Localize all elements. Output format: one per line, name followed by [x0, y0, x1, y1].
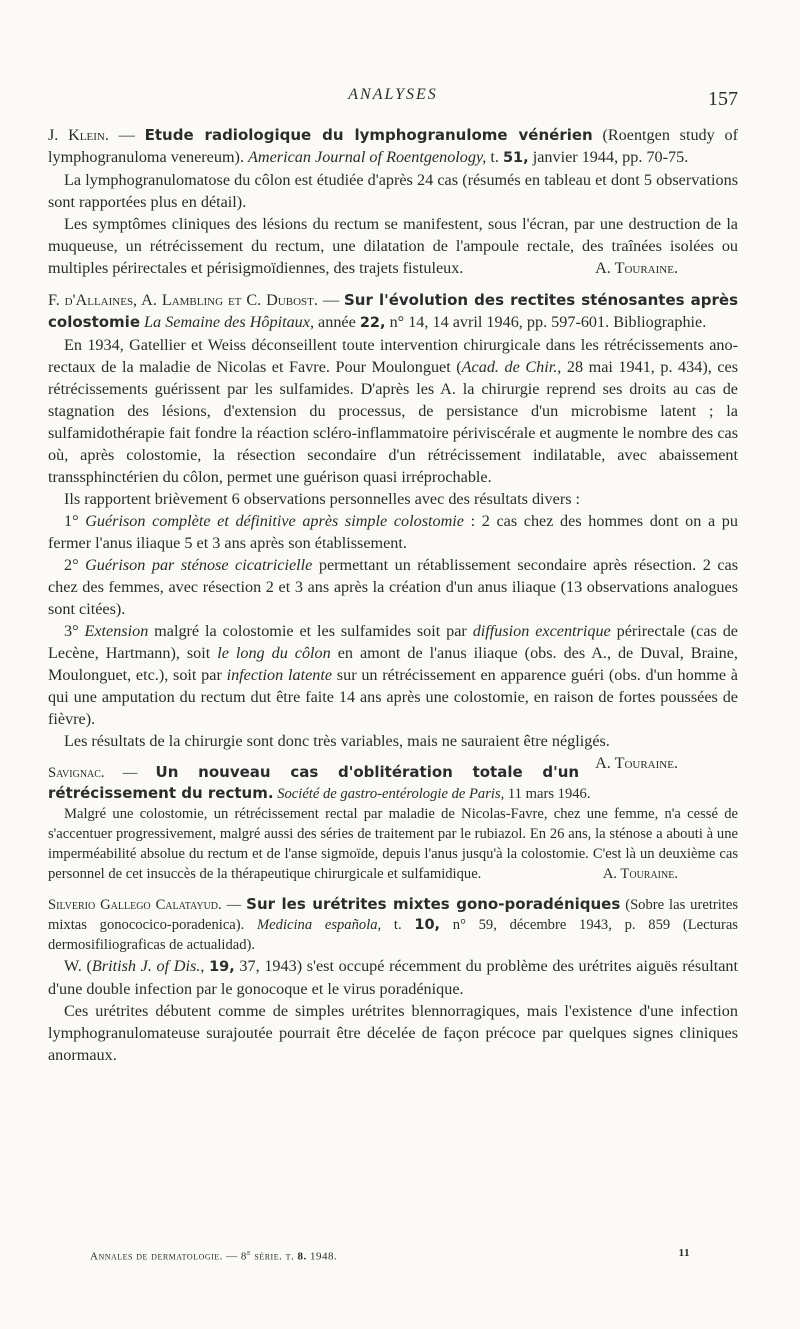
paragraph: La lymphogranulomatose du côlon est étudiée d'après 24 cas (résumés en tableau et dont 5 observations sont rapportées plus en détail). — [48, 171, 738, 211]
paragraph: Ces urétrites débutent comme de simples urétrites blennorragiques, mais l'existence d'une infection lymphogranulomateuse surajoutée pourrait être décelée de façon précoce par quelques signes cliniques anormaux. — [48, 1002, 738, 1064]
paragraph: Les symptômes cliniques des lésions du rectum se manifestent, sous l'écran, par une destruction de la muqueuse, un rétrécissement du rectum, une dilatation de l'ampoule rectale, des traînées isolées ou multiples périrectales et périsigmoïdiennes, des trajets fistuleux. A. Touraine. — [48, 215, 738, 277]
paragraph: Ils rapportent brièvement 6 observations personnelles avec des résultats divers : — [64, 490, 581, 508]
page-number: 157 — [708, 88, 738, 110]
article-reference: (Sobre las uretrites mixtas gonococico-poradenica). — [48, 897, 738, 933]
article-author: J. Klein. — [48, 126, 109, 144]
article-title: Un nouveau cas d'oblitération totale d'un rétrécissement du rectum. — [48, 763, 580, 802]
signature: A. Touraine. — [602, 866, 678, 882]
journal-name: La Semaine des Hôpitaux, — [144, 313, 314, 331]
article-heading: Savignac. — Un nouveau cas d'oblitération totale d'un rétrécissement du rectum. Société de gastro-entérologie de Paris, 11 mars 1946. — [48, 763, 591, 802]
article-savignac — [48, 762, 738, 884]
volume-number: 10, — [414, 917, 441, 933]
article-author: Savignac. — [48, 765, 105, 781]
article-title: Sur l'évolution des rectites sténosantes après colostomie — [48, 291, 739, 331]
article-heading: J. Klein. — Etude radiologique du lymphogranulome vénérien (Roentgen study of lymphogranuloma venereum). American Journal of Roentgenology, t. 51, janvier 1944, pp. 70-75. — [48, 126, 738, 166]
article-title: Etude radiologique du lymphogranulome vénérien — [144, 126, 593, 144]
journal-name: Société de gastro-entérologie de Paris, — [277, 786, 505, 802]
volume-number: 51, — [502, 150, 529, 166]
article-gallego — [48, 894, 738, 1066]
article-heading: Silverio Gallego Calatayud. — Sur les urétrites mixtes gono-poradéniques (Sobre las uretrites mixtas gonococico-poradenica). Medicina española, t. 10, n° 59, décembre 1943, p. 859 (Lecturas dermosifiliograficas de actualidad). — [48, 895, 738, 953]
article-dallaines — [48, 289, 739, 772]
paragraph: Les résultats de la chirurgie sont donc très variables, mais ne sauraient être négligés. A. Touraine. — [48, 730, 738, 752]
list-item: 1° Guérison complète et définitive après simple colostomie : 2 cas chez des hommes dont on a pu fermer l'anus iliaque 5 et 3 ans après son établissement. — [48, 512, 738, 552]
article-heading: F. d'Allaines, A. Lambling et C. Dubost. — Sur l'évolution des rectites sténosantes après colostomie La Semaine des Hôpitaux, année 22, n° 14, 14 avril 1946, pp. 597-601. Bibliographie. — [48, 291, 739, 331]
page-content — [48, 124, 738, 1076]
journal-name: Medicina española, — [257, 917, 382, 933]
paragraph: Malgré une colostomie, un rétrécissement rectal par maladie de Nicolas-Favre, chez une femme, n'a cessé de s'accentuer progressivement, malgré aussi des séries de traitement par le rubiazol. En 26 ans, la sténose a abouti à une imperméabilité absolue du rectum et de l'anse sigmoïde, depuis l'anus jusqu'à la colostomie. C'est là un deuxième cas personnel de cet insuccès de la thérapeutique chirurgicale et sulfamidique. A. Touraine. — [48, 806, 738, 882]
list-item: 2° Guérison par sténose cicatricielle permettant un rétablissement secondaire après résection. 2 cas chez des femmes, avec résection 2 et 3 ans après la création d'un anus iliaque (13 observations analogues sont citées). — [48, 556, 738, 618]
signature: A. Touraine. — [595, 754, 678, 772]
article-reference: (Roentgen study of lymphogranuloma venereum). — [48, 126, 738, 166]
running-title: ANALYSES — [348, 86, 438, 103]
journal-name: American Journal of Roentgenology, — [248, 148, 487, 166]
article-author: F. d'Allaines, A. Lambling et C. Dubost. — [48, 291, 318, 309]
paragraph: W. (British J. of Dis., 19, 37, 1943) s'est occupé récemment du problème des urétrites aiguës résultant d'une double infection par le gonocoque et le virus poradénique. — [48, 957, 739, 998]
volume-number: 22, — [359, 315, 386, 331]
article-klein — [48, 124, 738, 279]
signature-mark: 11 — [678, 1247, 690, 1259]
paragraph: En 1934, Gatellier et Weiss déconseillent toute intervention chirurgicale dans les rétrécissements ano-rectaux de la maladie de Nicolas et Favre. Pour Moulonguet (Acad. de Chir., 28 mai 1941, p. 434), ces rétrécissements guérissent par les sulfamides. D'après les A. la chirurgie reprend ses droits au cas de stagnation des lésions, d'extension du processus, de persistance d'un microbisme latent ; la sulfamidothérapie fait fondre la réaction scléro-inflammatoire périviscérale et augmente le nombre des cas où, après colostomie, la résection secondaire d'un rétrécissement indilatable, avec abaissement transsphinctérien du côlon, permet une guérison quasi irréprochable. — [48, 336, 738, 486]
footer-citation: Annales de dermatologie. — 8e série. t. 8. 1948. — [90, 1247, 338, 1263]
article-title: Sur les urétrites mixtes gono-poradéniques — [246, 895, 621, 913]
page-header — [48, 86, 738, 116]
list-item: 3° Extension malgré la colostomie et les sulfamides soit par diffusion excentrique périrectale (cas de Lecène, Hartmann), soit le long du côlon en amont de l'anus iliaque (obs. des A., de Duval, Braine, Moulonguet, etc.), soit par infection latente sur un rétrécissement en apparence guéri (obs. d'un homme à qui une amputation du rectum dut être faite 14 ans après une colostomie, en raison de fortes poussées de fièvre). — [48, 622, 738, 728]
article-author: Silverio Gallego Calatayud. — [48, 897, 222, 913]
signature: A. Touraine. — [595, 259, 678, 277]
